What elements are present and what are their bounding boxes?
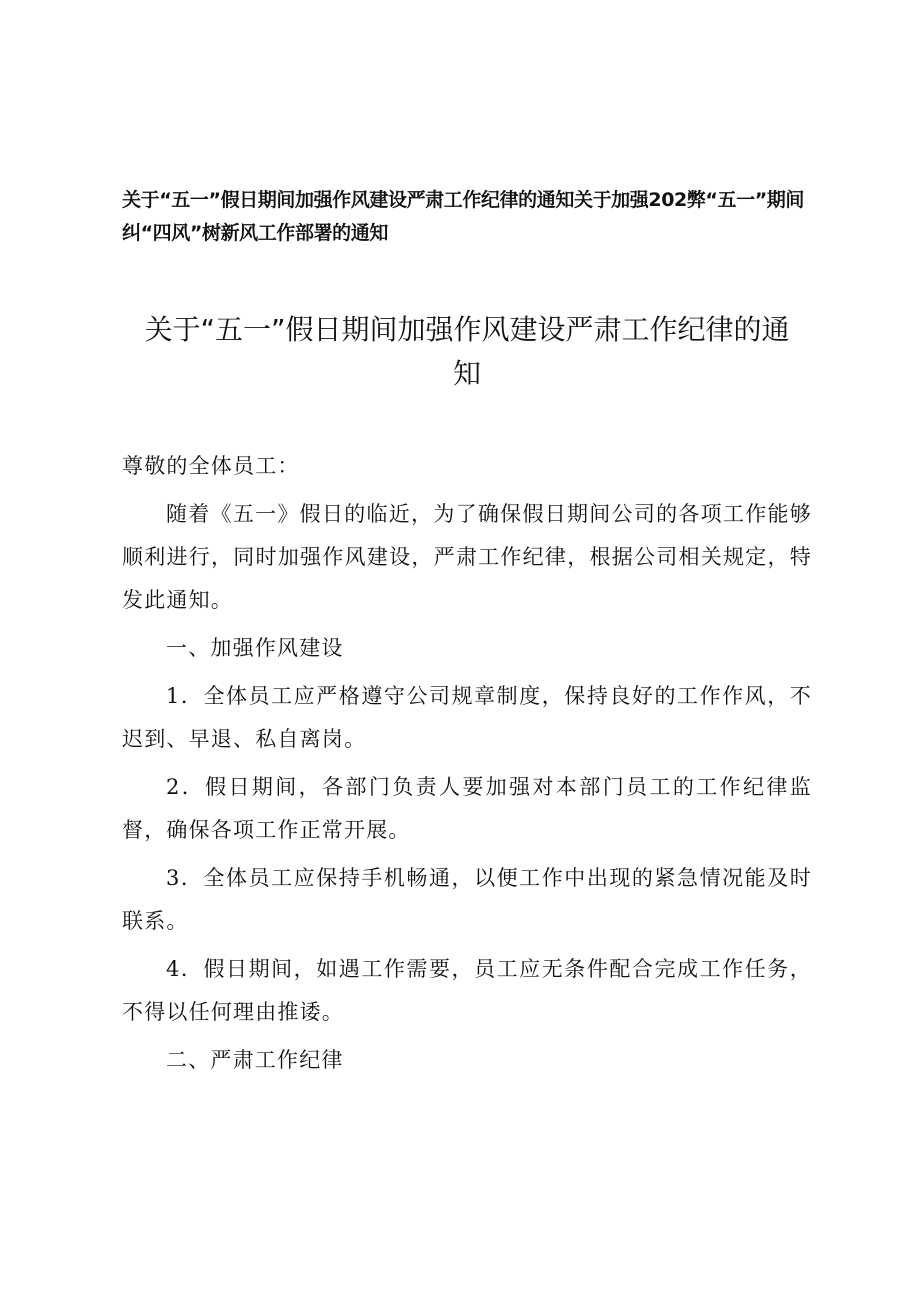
section-1-item-4: 4．假日期间，如遇工作需要，员工应无条件配合完成工作任务，不得以任何理由推诿。 <box>122 957 812 1024</box>
section-1-item-2: 2．假日期间，各部门负责人要加强对本部门员工的工作纪律监督，确保各项工作正常开展。 <box>122 775 812 842</box>
header-title: 关于“五一”假日期间加强作风建设严肃工作纪律的通知关于加强202弊“五一”期间纠“四风”树新风工作部署的通知 <box>122 189 805 244</box>
main-title-line-2: 知 <box>452 357 481 390</box>
section-1-item-1: 1．全体员工应严格遵守公司规章制度，保持良好的工作作风，不迟到、早退、私自离岗。 <box>122 684 812 751</box>
document-body <box>122 445 812 1082</box>
intro-paragraph: 随着《五一》假日的临近，为了确保假日期间公司的各项工作能够顺利进行，同时加强作风建设，严肃工作纪律，根据公司相关规定，特发此通知。 <box>122 502 812 612</box>
section-2-heading: 二、严肃工作纪律 <box>166 1048 344 1072</box>
main-title-line-1: 关于“五一”假日期间加强作风建设严肃工作纪律的通 <box>144 313 790 346</box>
main-title <box>122 308 812 396</box>
section-1-heading: 一、加强作风建设 <box>166 636 344 660</box>
salutation: 尊敬的全体员工： <box>122 454 300 478</box>
section-1-item-3: 3．全体员工应保持手机畅通，以便工作中出现的紧急情况能及时联系。 <box>122 866 812 933</box>
